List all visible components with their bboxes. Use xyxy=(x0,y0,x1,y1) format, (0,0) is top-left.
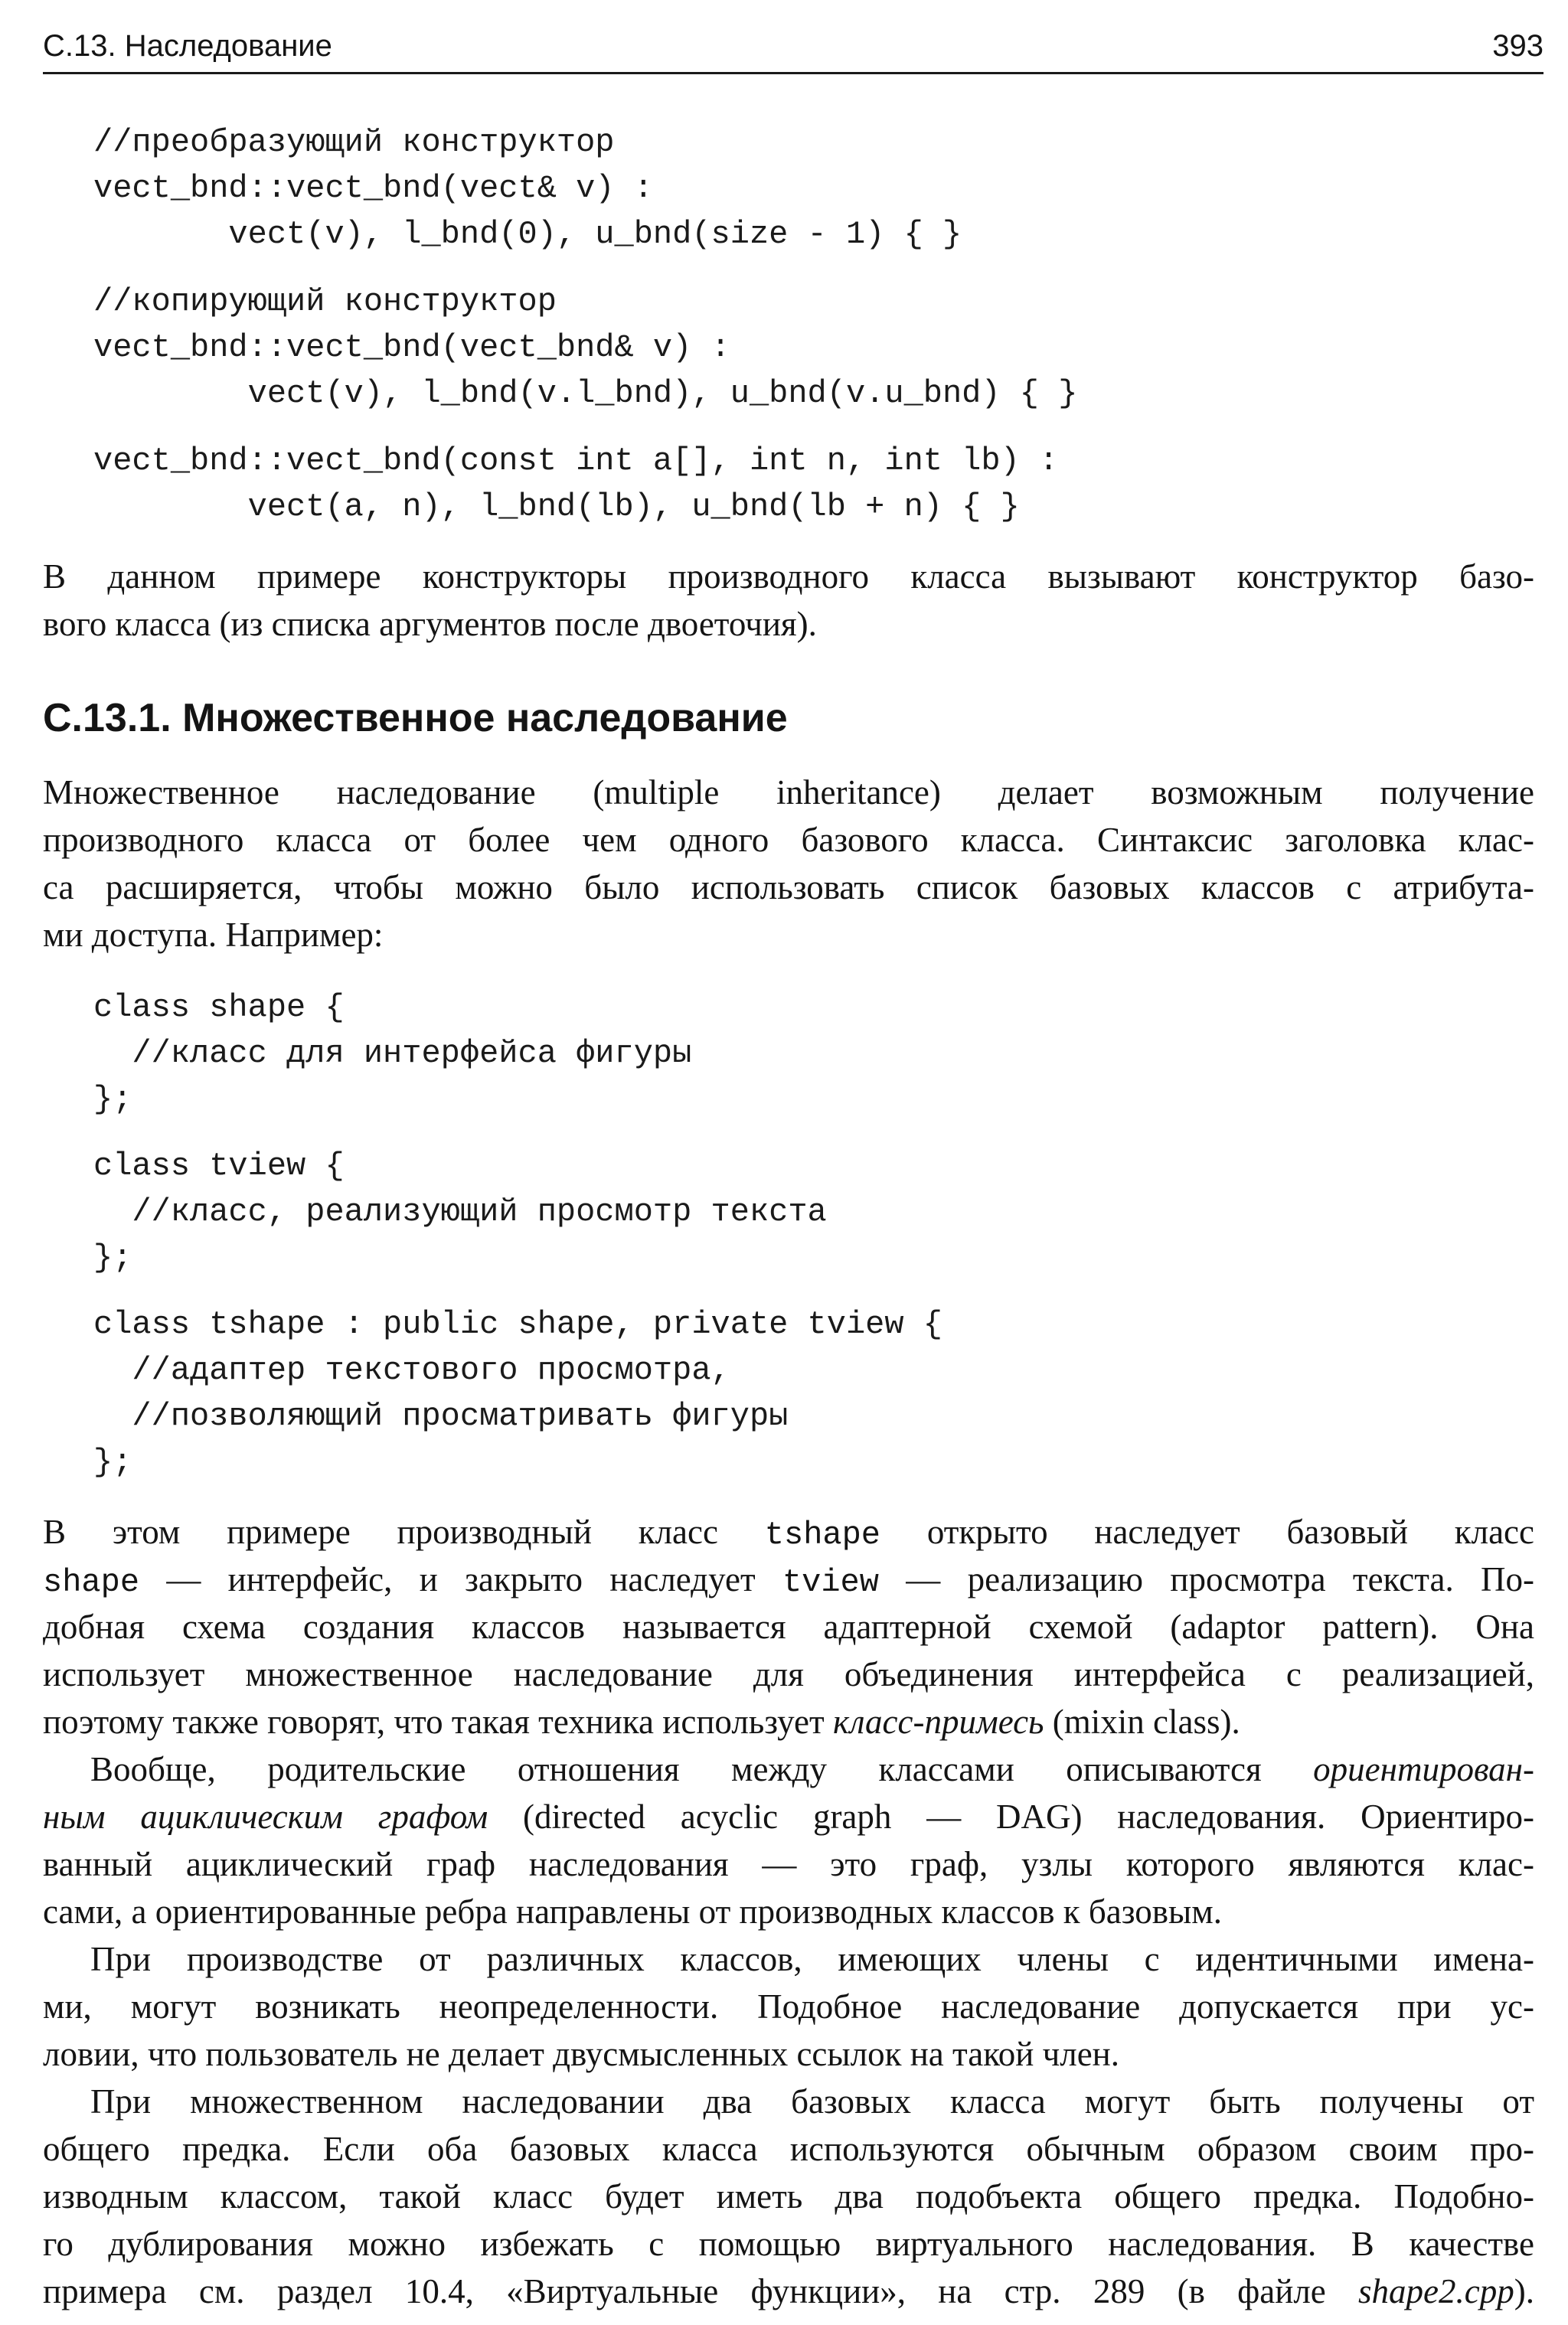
paragraph-multiple-inheritance xyxy=(43,769,1534,958)
text-line: использует множественное наследование для объединения интерфейса с реализацией, xyxy=(43,1655,1534,1693)
code-line: //класс, реализующий просмотр текста xyxy=(93,1194,827,1230)
text-line: сами, а ориентированные ребра направлены от производных классов к базовым. xyxy=(43,1892,1222,1931)
code-line: vect(v), l_bnd(0), u_bnd(size - 1) { } xyxy=(93,216,962,253)
emphasis: shape2.cpp xyxy=(1358,2272,1514,2310)
text-line: примера см. раздел 10.4, «Виртуальные функции», на стр. 289 (в файле shape2.cpp). xyxy=(43,2272,1534,2310)
header-title: С.13. Наследование xyxy=(43,29,332,63)
text-line: изводным классом, такой класс будет иметь два подобъекта общего предка. Подобно- xyxy=(43,2177,1534,2216)
text-line: производного класса от более чем одного базового класса. Синтаксис заголовка клас- xyxy=(43,821,1534,859)
paragraph-adaptor-pattern xyxy=(43,1508,1534,1745)
text-line: общего предка. Если оба базовых класса используются обычным образом своим про- xyxy=(43,2130,1534,2168)
code-line: class tshape : public shape, private tview { xyxy=(93,1306,942,1343)
inline-code: shape xyxy=(43,1564,140,1601)
text-line: добная схема создания классов называется адаптерной схемой (adaptor pattern). Она xyxy=(43,1608,1534,1646)
inline-code: tview xyxy=(782,1564,879,1601)
code-line: //позволяющий просматривать фигуры xyxy=(93,1398,789,1435)
text-line: В этом примере производный класс tshape открыто наследует базовый класс xyxy=(43,1513,1534,1553)
paragraph-ambiguity xyxy=(43,1935,1534,2078)
text-line: Вообще, родительские отношения между классами описываются ориентирован- xyxy=(90,1750,1534,1788)
code-line: class tview { xyxy=(93,1148,345,1184)
code-line: }; xyxy=(93,1239,132,1276)
text-line: ванный ациклический граф наследования — это граф, узлы которого являются клас- xyxy=(43,1845,1534,1883)
code-line xyxy=(93,257,1077,279)
text-line: shape — интерфейс, и закрыто наследует tview — реализацию просмотра текста. По- xyxy=(43,1560,1534,1601)
text-line: Множественное наследование (multiple inheritance) делает возможным получение xyxy=(43,773,1534,811)
code-line: class shape { xyxy=(93,989,345,1026)
code-line: vect(v), l_bnd(v.l_bnd), u_bnd(v.u_bnd) { } xyxy=(93,375,1078,412)
inline-code: tshape xyxy=(764,1517,881,1553)
text-line: В данном примере конструкторы производного класса вызывают конструктор базо- xyxy=(43,557,1534,596)
code-line: //преобразующий конструктор xyxy=(93,124,615,161)
code-line xyxy=(93,416,1077,438)
text-line: вого класса (из списка аргументов после двоеточия). xyxy=(43,605,817,643)
emphasis: ориентирован- xyxy=(1313,1750,1534,1788)
code-line: //копирующий конструктор xyxy=(93,283,557,320)
code-line: vect_bnd::vect_bnd(vect_bnd& v) : xyxy=(93,329,730,366)
code-line: //класс для интерфейса фигуры xyxy=(93,1035,692,1072)
code-line: vect_bnd::vect_bnd(vect& v) : xyxy=(93,170,653,207)
code-block-classes xyxy=(93,985,942,1485)
text-line: поэтому также говорят, что такая техника использует класс-примесь (mixin class). xyxy=(43,1703,1240,1741)
code-line: }; xyxy=(93,1444,132,1481)
paragraph-base-constructor xyxy=(43,553,1534,648)
text-line: ми доступа. Например: xyxy=(43,916,384,954)
emphasis: класс-примесь xyxy=(832,1703,1044,1741)
paragraph-dag xyxy=(43,1745,1534,1935)
code-line: vect_bnd::vect_bnd(const int a[], int n, int lb) : xyxy=(93,442,1059,479)
text-line: ми, могут возникать неопределенности. Подобное наследование допускается при ус- xyxy=(43,1987,1534,2026)
text-line: ловии, что пользователь не делает двусмысленных ссылок на такой член. xyxy=(43,2035,1120,2073)
text-line: При производстве от различных классов, имеющих члены с идентичными имена- xyxy=(90,1940,1534,1978)
page-number: 393 xyxy=(1492,29,1544,63)
code-line: vect(a, n), l_bnd(lb), u_bnd(lb + n) { } xyxy=(93,488,1020,525)
running-header xyxy=(43,26,1544,74)
code-line: //адаптер текстового просмотра, xyxy=(93,1352,730,1389)
code-block-constructors xyxy=(93,119,1077,530)
text-line: При множественном наследовании два базовых класса могут быть получены от xyxy=(90,2082,1534,2121)
code-line xyxy=(93,1122,942,1143)
text-line: са расширяется, чтобы можно было использовать список базовых классов с атрибута- xyxy=(43,868,1534,906)
section-title: С.13.1. Множественное наследование xyxy=(43,696,788,740)
paragraph-virtual-inheritance xyxy=(43,2078,1534,2315)
text-line: ным ациклическим графом (directed acyclic graph — DAG) наследования. Ориентиро- xyxy=(43,1798,1534,1836)
code-line: }; xyxy=(93,1081,132,1118)
text-line: го дублирования можно избежать с помощью виртуального наследования. В качестве xyxy=(43,2225,1534,2263)
code-line xyxy=(93,1281,942,1301)
emphasis: ным ациклическим графом xyxy=(43,1798,488,1836)
